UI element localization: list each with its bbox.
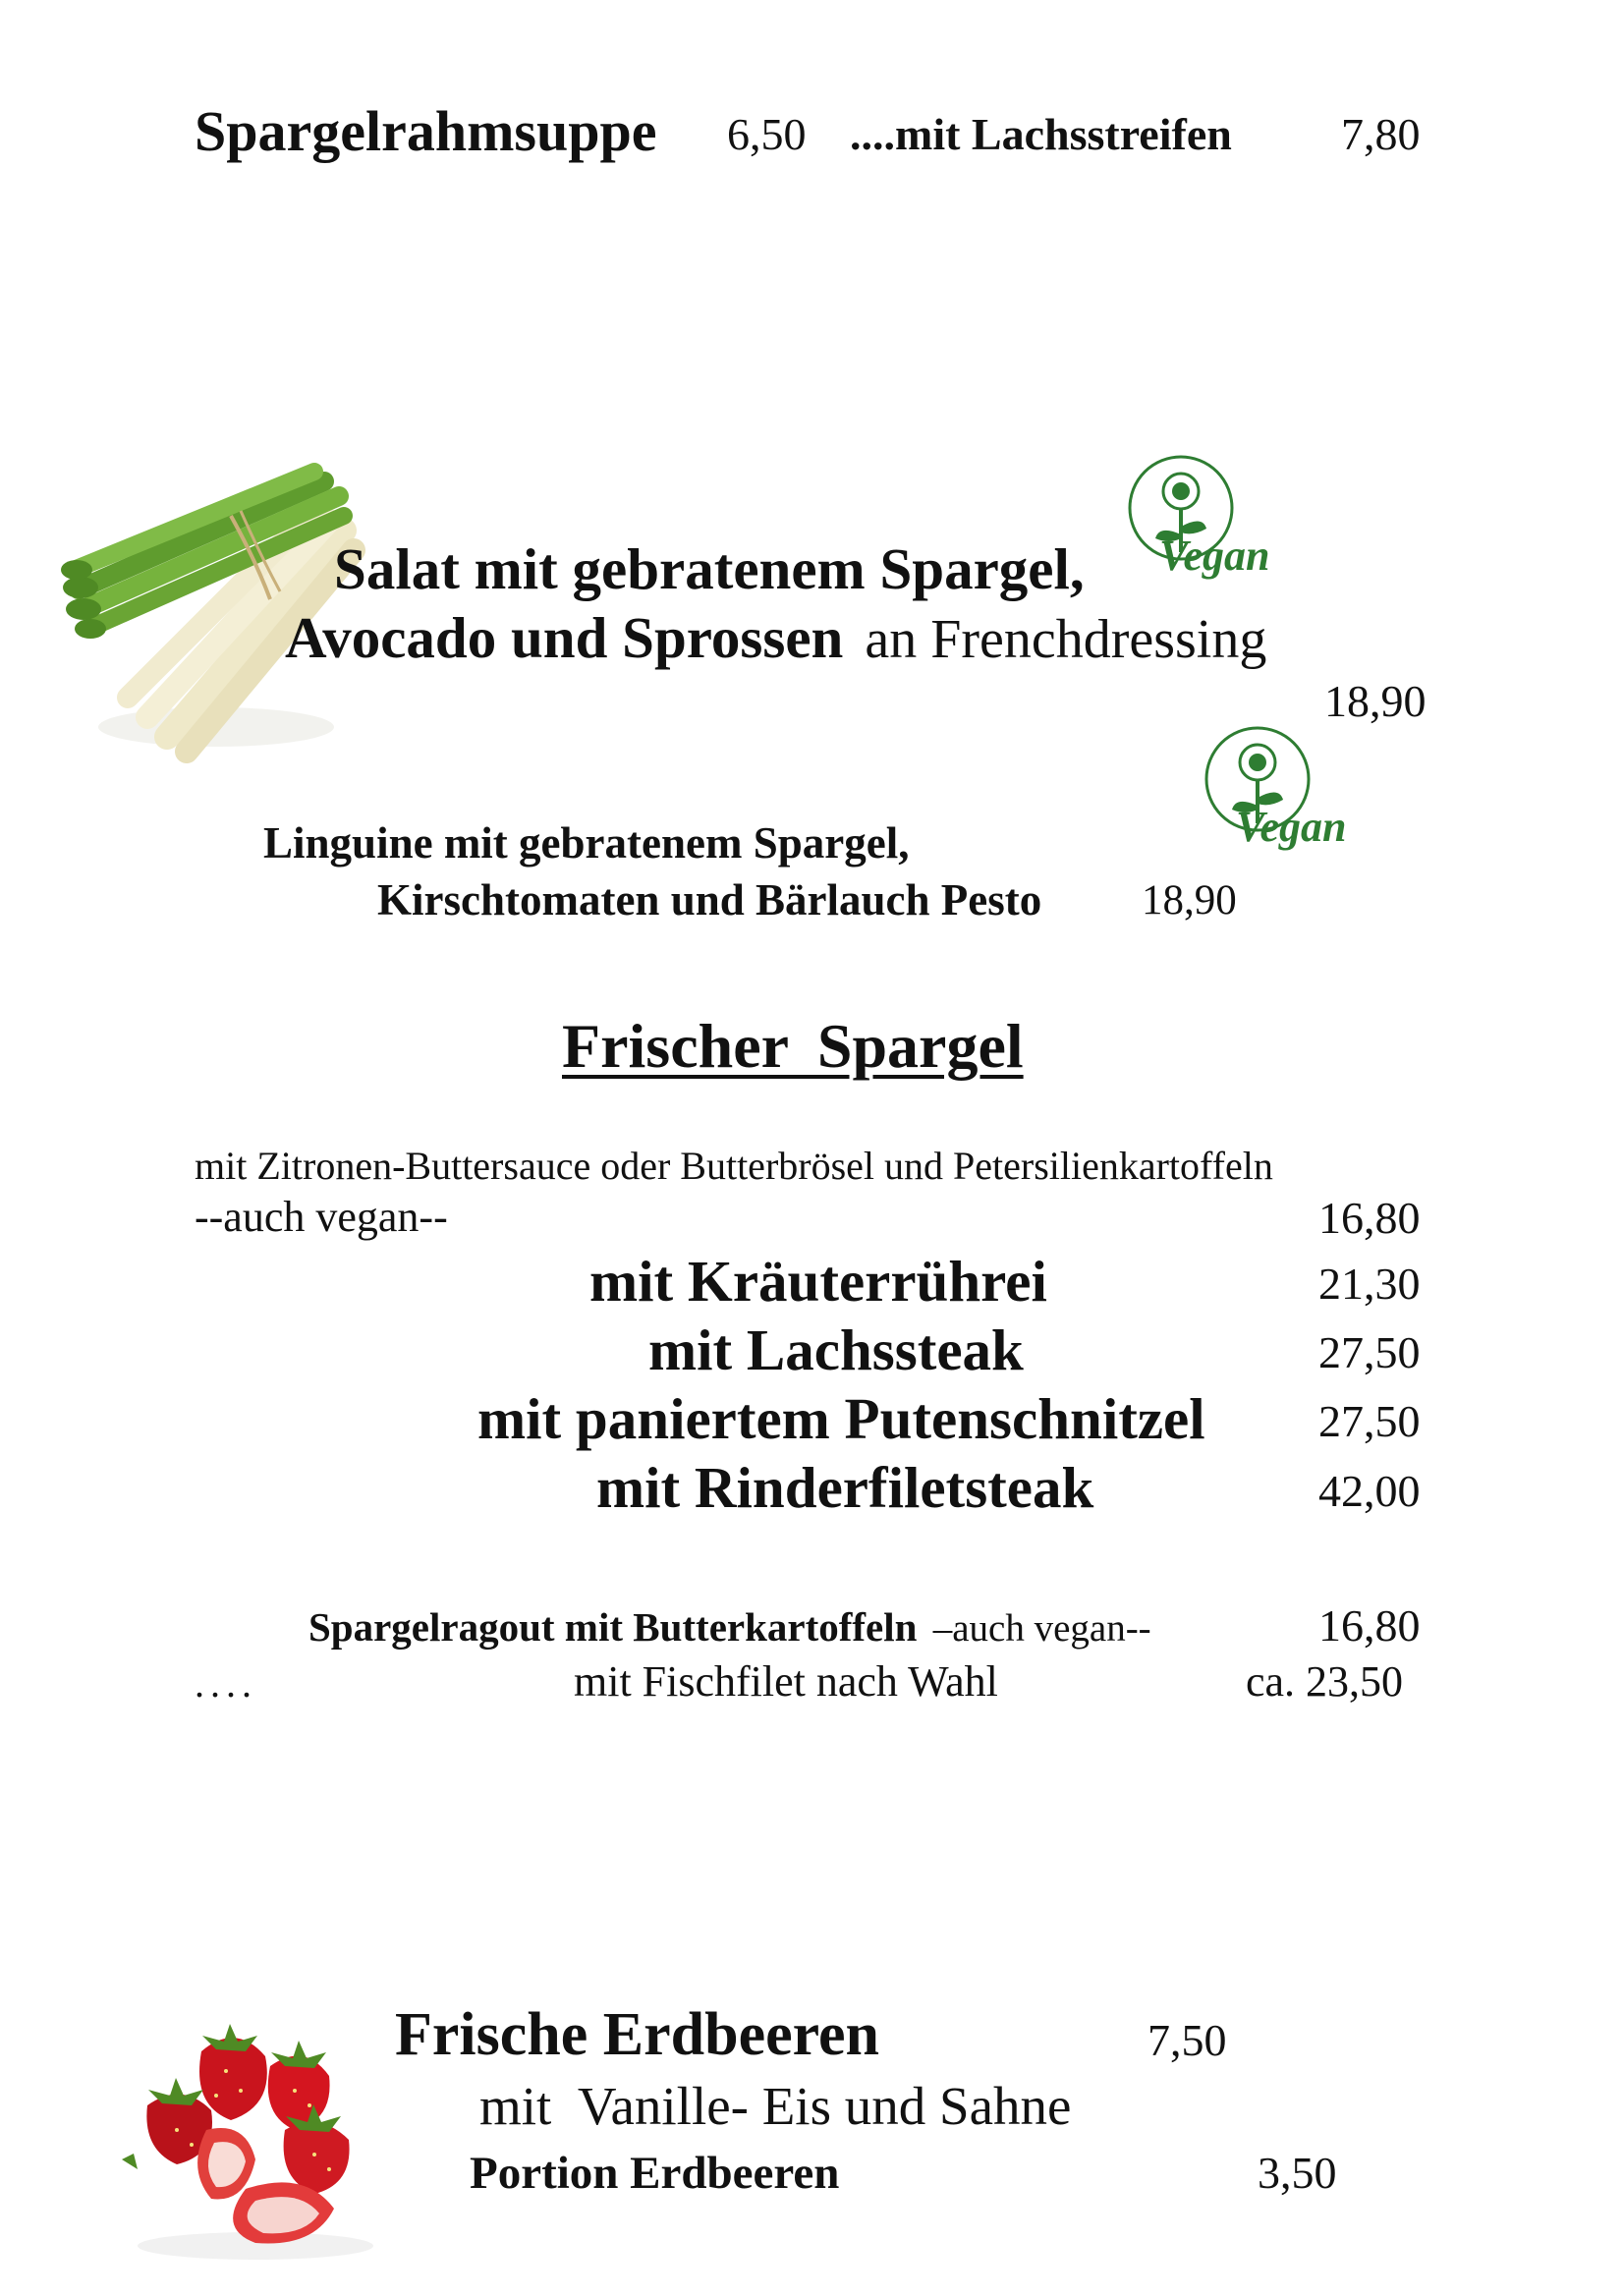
strawberries-image [108, 2012, 403, 2268]
vegan-note: --auch vegan-- [195, 1193, 448, 1241]
ragout-line [308, 1603, 1151, 1651]
linguine-line2: Kirschtomaten und Bärlauch Pesto [377, 875, 1042, 924]
portion-price: 3,50 [1258, 2148, 1337, 2198]
soup-name: Spargelrahmsuppe [195, 99, 657, 163]
vegan-logo-icon [1120, 454, 1297, 591]
portion-label: Portion Erdbeeren [470, 2148, 840, 2199]
strawberries-title: Frische Erdbeeren [395, 2001, 880, 2068]
section-description: mit Zitronen-Buttersauce oder Butterbrösel und Petersilienkartoffeln [195, 1144, 1273, 1188]
salad-dressing: an Frenchdressing [865, 609, 1267, 670]
soup-variant-price: 7,80 [1341, 109, 1421, 159]
menu-item-lachssteak-price: 27,50 [1318, 1327, 1421, 1377]
vegan-logo-text: Vegan [1159, 532, 1270, 580]
linguine-price: 18,90 [1142, 877, 1237, 924]
section-heading: Frischer Spargel [562, 1011, 1024, 1081]
linguine-line1: Linguine mit gebratenem Spargel, [263, 818, 910, 868]
salad-line1: Salat mit gebratenem Spargel, [334, 536, 1085, 601]
ragout-price: 16,80 [1318, 1600, 1421, 1651]
strawberries-price: 7,50 [1147, 2015, 1227, 2065]
fish-label: mit Fischfilet nach Wahl [574, 1657, 998, 1706]
salad-price: 18,90 [1324, 676, 1427, 726]
menu-item-putenschnitzel-price: 27,50 [1318, 1396, 1421, 1446]
menu-item-rinderfiletsteak: mit Rinderfiletsteak [596, 1455, 1094, 1520]
fish-price: ca. 23,50 [1246, 1657, 1404, 1706]
base-price: 16,80 [1318, 1193, 1421, 1243]
ragout-vegan-note: –auch vegan-- [932, 1607, 1151, 1650]
soup-variant: ....mit Lachsstreifen [850, 109, 1232, 159]
vegan-logo-text: Vegan [1236, 803, 1347, 851]
menu-item-kraeuterruehrei-price: 21,30 [1318, 1259, 1421, 1309]
strawberries-subtitle: mit Vanille- Eis und Sahne [479, 2076, 1072, 2136]
salad-line2-bold: Avocado und Sprossen [285, 605, 844, 670]
soup-price: 6,50 [727, 109, 807, 159]
menu-item-lachssteak: mit Lachssteak [648, 1317, 1024, 1382]
ragout-dots: .... [195, 1661, 257, 1706]
vegan-logo-icon [1197, 725, 1373, 863]
salad-line2 [285, 604, 1266, 672]
menu-item-rinderfiletsteak-price: 42,00 [1318, 1466, 1421, 1516]
menu-item-kraeuterruehrei: mit Kräuterrührei [589, 1249, 1047, 1314]
menu-item-putenschnitzel: mit paniertem Putenschnitzel [477, 1386, 1205, 1451]
ragout-label: Spargelragout mit Butterkartoffeln [308, 1604, 918, 1650]
